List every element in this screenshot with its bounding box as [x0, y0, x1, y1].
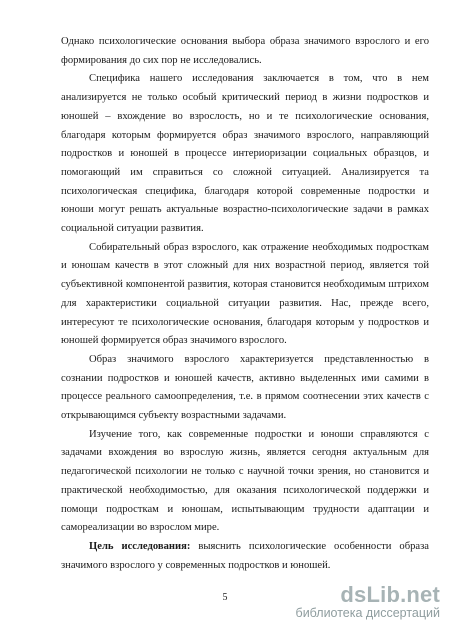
watermark [240, 584, 440, 621]
watermark-logo: dsLib.net [340, 582, 440, 607]
research-goal-paragraph [61, 538, 429, 575]
paragraph-1: Однако психологические основания выбора образа значимого взрослого и его формирования до сих пор не исследовались. [61, 36, 429, 66]
paragraph-3: Собирательный образ взрослого, как отражение необходимых подросткам и юношам качеств в этот сложный для них возрастной период, является той субъективной компонентой развития, которая становится необходимым штрихом для характеристики социальной ситуации развития. Нас, прежде всего, интересуют те психологические основания, благодаря которым у подростков и юношей формируется образ значимого взрослого. [61, 241, 429, 347]
research-goal-label: Цель исследования: [89, 540, 191, 552]
paragraph-4: Образ значимого взрослого характеризуется представленностью в сознании подростков и юношей качеств, активно выделенных ими самими в процессе реального самоопределения, т.е. в прямом соотнесении этих качеств с открывающимся субъекту возрастными задачами. [61, 353, 429, 422]
paragraph-5: Изучение того, как современные подростки и юноши справляются с задачами вхождения во взрослую жизнь, является сегодня актуальным для педагогической психологии не только с научной точки зрения, но становится и практической необходимостью, для оказания психологической поддержки и помощи подросткам и юношам, испытывающим трудности адаптации и самореализации во взрослом мире. [61, 428, 429, 534]
document-body [61, 33, 429, 575]
page-number: 5 [222, 592, 228, 603]
paragraph-2: Специфика нашего исследования заключается в том, что в нем анализируется не только особый критический период в жизни подростков и юношей – вхождение во взрослость, но и те психологические основания, благодаря которым формируется образ значимого взрослого, направляющий подростков и юношей в процессе интериоризации социальных образцов, и помогающий им справиться со сложной ситуацией. Анализируется та психологическая специфика, благодаря которой современные подростки и юноши могут решать актуальные возрастно-психологические задачи в рамках социальной ситуации развития. [61, 73, 429, 235]
research-goal-text: выяснить психологические особенности образа значимого взрослого у современных подростков и юношей. [61, 540, 430, 571]
watermark-tagline: библиотека диссертаций [295, 606, 440, 620]
